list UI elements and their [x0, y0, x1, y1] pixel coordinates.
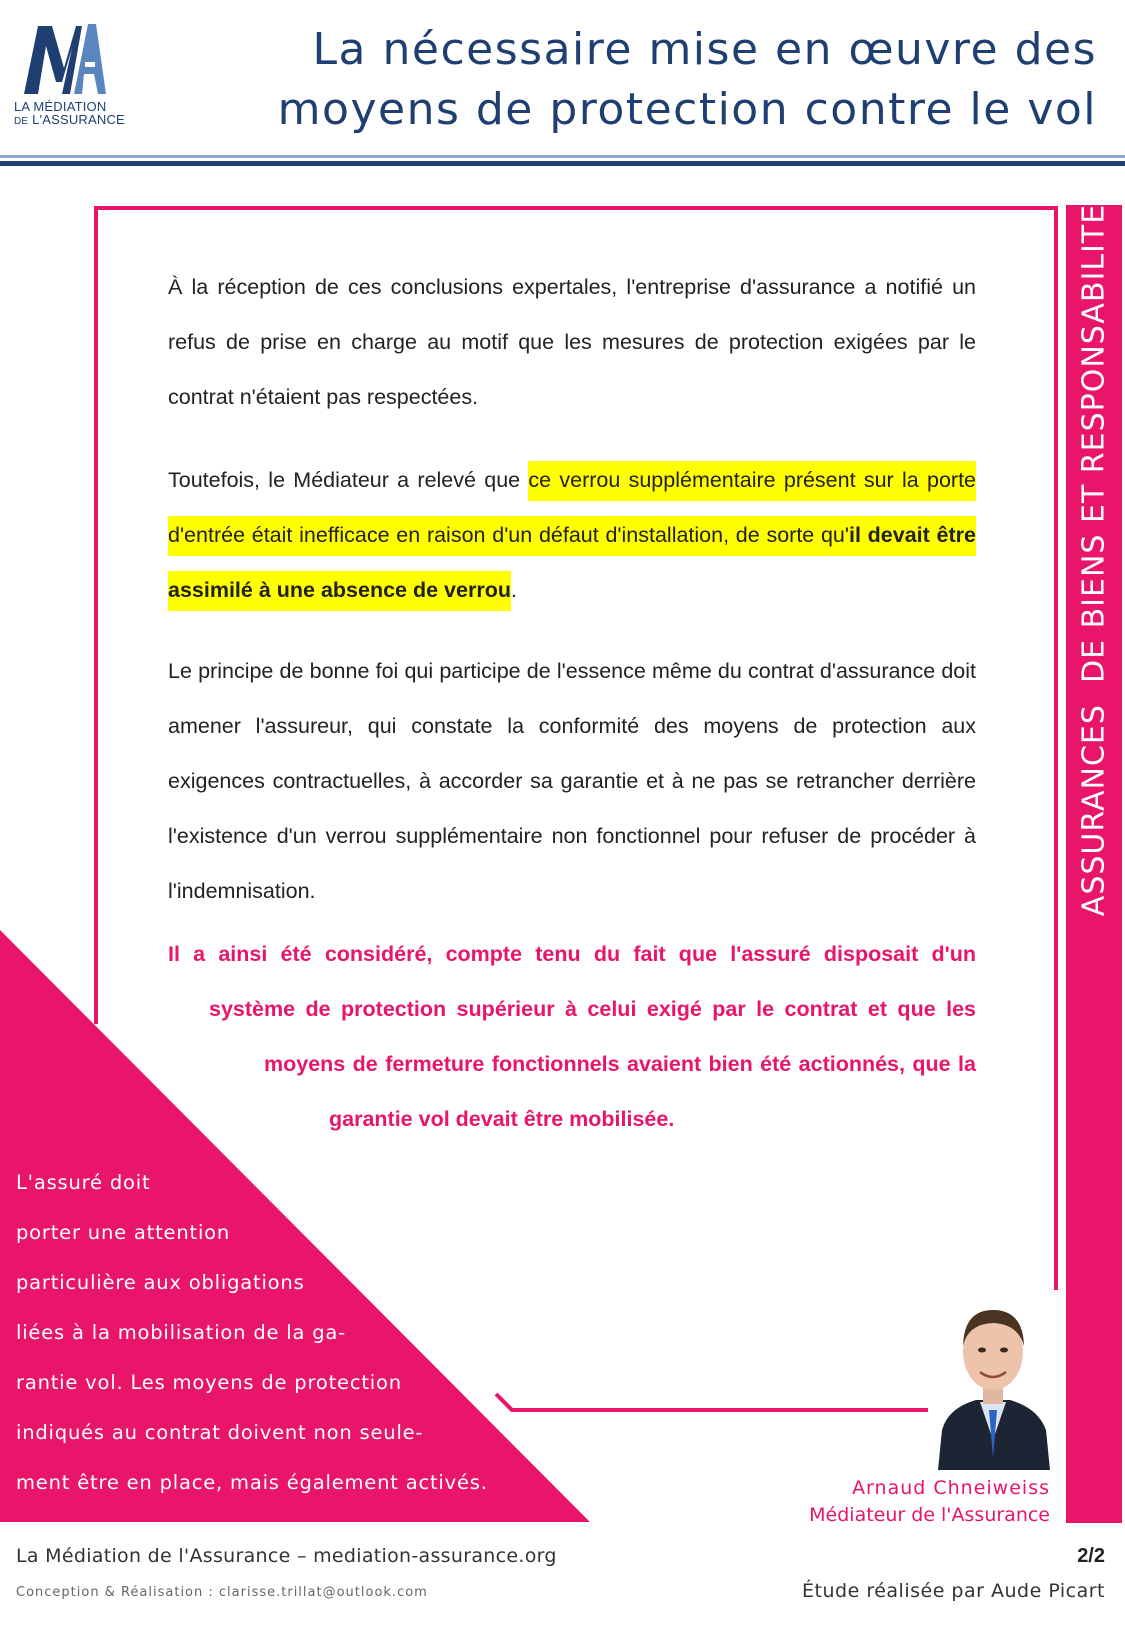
- callout-line-6: indiqués au contrat doivent non seule-: [16, 1421, 424, 1444]
- side-category-label: ASSURANCES DE BIENS ET RESPONSABILITE: [1076, 203, 1112, 917]
- p2-highlight-text: ce verrou supplémentaire présent sur la porte d'entrée était inefficace en raison d'un défaut d'installation, de sorte qu': [168, 468, 976, 547]
- callout-line-4: liées à la mobilisation de la ga-: [16, 1321, 347, 1344]
- footer-credit: Conception & Réalisation : clarisse.trillat@outlook.com: [16, 1585, 428, 1600]
- page-title-line1: La nécessaire mise en œuvre des: [312, 24, 1097, 75]
- callout-text: [16, 1158, 488, 1508]
- callout-line-7: ment être en place, mais également activés.: [16, 1471, 488, 1494]
- mediator-portrait: [928, 1290, 1058, 1470]
- callout-line-1: L'assuré doit: [16, 1171, 151, 1194]
- logo-text-line1: LA MÉDIATION: [14, 99, 107, 114]
- footer-organization: La Médiation de l'Assurance – mediation-assurance.org: [16, 1545, 557, 1567]
- conclusion-line-3: moyens de fermeture fonctionnels avaient bien été actionnés, que la: [264, 1052, 976, 1076]
- page-number: 2/2: [1077, 1545, 1105, 1567]
- conclusion-line-2: système de protection supérieur à celui exigé par le contrat et que les: [209, 997, 976, 1021]
- mediator-name: Arnaud Chneiweiss: [852, 1477, 1050, 1499]
- callout-line-2: porter une attention: [16, 1221, 231, 1244]
- conclusion-line-4: garantie vol devait être mobilisée.: [329, 1107, 675, 1131]
- mediator-role: Médiateur de l'Assurance: [809, 1504, 1050, 1526]
- footer-study-author: Étude réalisée par Aude Picart: [802, 1580, 1105, 1602]
- page-title-line2: moyens de protection contre le vol: [277, 84, 1097, 135]
- callout-line-5: rantie vol. Les moyens de protection: [16, 1371, 402, 1394]
- conclusion-line-1b: Il a ainsi été considéré, compte tenu du fait que l'assuré disposait d'un: [168, 942, 976, 966]
- p2-end: .: [510, 578, 517, 602]
- p2-intro: Toutefois, le Médiateur a relevé que: [168, 468, 529, 492]
- callout-line-3: particulière aux obligations: [16, 1271, 305, 1294]
- logo-text-small: DE: [14, 116, 29, 127]
- p2-highlight-bold: il devait être assimilé à une absence de verrou: [168, 523, 976, 602]
- body-paragraph-2: [168, 453, 976, 618]
- body-paragraph-1: À la réception de ces conclusions expertales, l'entreprise d'assurance a notifié un refus de prise en charge au motif que les mesures de protection exigées par le contrat n'étaient pas respectées.: [168, 275, 976, 409]
- body-paragraph-3: Le principe de bonne foi qui participe de l'essence même du contrat d'assurance doit amener l'assureur, qui constate la conformité des moyens de protection aux exigences contractuelles, à accorder sa garantie et à ne pas se retrancher derrière l'existence d'un verrou supplémentaire non fonctionnel pour refuser de procéder à l'indemnisation.: [168, 659, 976, 903]
- logo-text-main: L'ASSURANCE: [32, 112, 125, 127]
